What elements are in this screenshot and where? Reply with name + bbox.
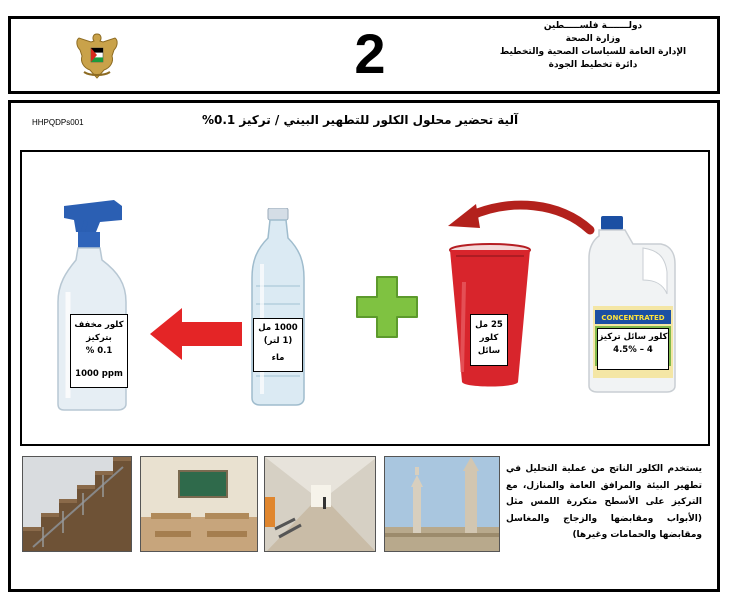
usage-description: يستخدم الكلور الناتج من عملية التحليل في تطهير البيئة والمرافق العامة والمنازل، مع التركيز على الأسطح متكررة اللمس مثل (الأبواب ومقابضها والزجاج والمغاسل ومقابضها والحمامات وغيرها) bbox=[506, 464, 702, 540]
spray-label-line-3: 0.1 % bbox=[85, 346, 113, 356]
water-label-line-3: ماء bbox=[271, 353, 285, 363]
header-line-directorate: الإدارة العامة للسياسات الصحية والتخطيط bbox=[499, 47, 687, 57]
cup-label-line-3: سائل bbox=[477, 346, 501, 356]
document-code: HHPQDPs001 bbox=[32, 118, 84, 127]
water-bottle-image bbox=[248, 208, 308, 406]
spray-label-line-4: 1000 ppm bbox=[75, 369, 123, 379]
stairs-photo bbox=[22, 456, 132, 552]
corridor-photo bbox=[264, 456, 376, 552]
spray-label bbox=[70, 314, 128, 388]
header-line-state: دولـــــــة فلســـــطين bbox=[543, 21, 643, 31]
cup-label-line-2: كلور bbox=[479, 333, 499, 343]
spray-label-line-2: بتركيز bbox=[86, 333, 112, 343]
header-line-ministry: وزارة الصحة bbox=[565, 34, 621, 44]
classroom-photo bbox=[140, 456, 258, 552]
header-line-department: دائرة تخطيط الجودة bbox=[548, 60, 638, 70]
bleach-label-line-1: كلور سائل تركيز bbox=[598, 332, 668, 342]
arrow-left-icon bbox=[148, 306, 244, 362]
spray-label-line-1: كلور مخفف bbox=[74, 320, 124, 330]
water-label bbox=[253, 318, 303, 372]
bleach-label-line-2: 4 – 4.5% bbox=[613, 345, 653, 355]
water-label-line-1: 1000 مل bbox=[258, 323, 298, 333]
page-title: آلية تحضير محلول الكلور للتطهير البيني / تركيز 0.1% bbox=[201, 113, 519, 127]
cup-label-line-1: 25 مل bbox=[475, 320, 503, 330]
curved-arrow-icon bbox=[440, 192, 600, 244]
page-number: 2 bbox=[354, 22, 386, 85]
plus-icon bbox=[354, 274, 420, 340]
bleach-brand-text: CONCENTRATED bbox=[601, 314, 665, 322]
bleach-label bbox=[597, 328, 669, 370]
mosque-photo bbox=[384, 456, 500, 552]
palestine-eagle-emblem-icon bbox=[70, 28, 124, 84]
water-label-line-2: (1 لتر) bbox=[263, 336, 293, 346]
ministry-header bbox=[488, 20, 698, 90]
cup-label bbox=[470, 314, 508, 366]
